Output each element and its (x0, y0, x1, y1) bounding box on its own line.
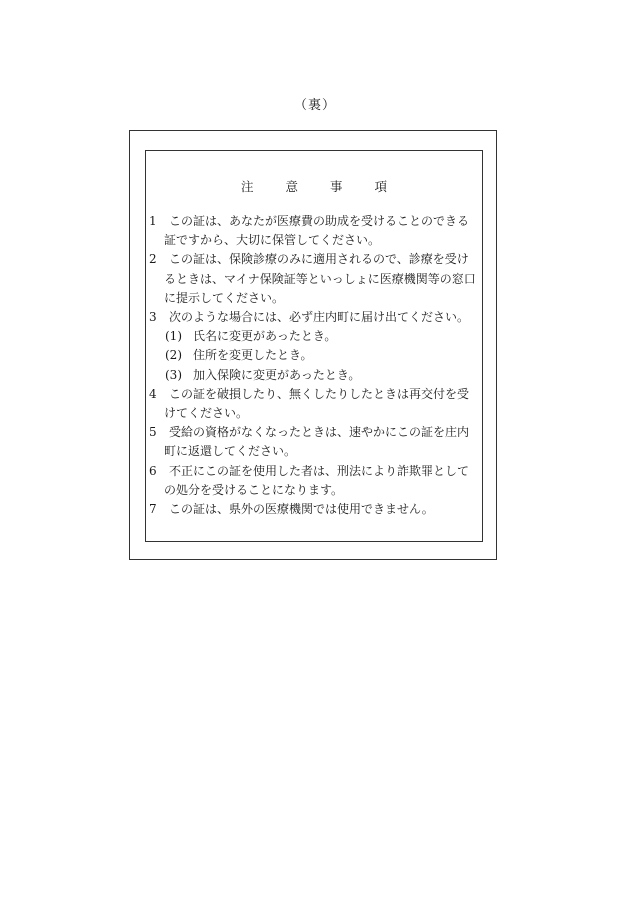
item-number: 1 (149, 214, 157, 228)
notice-item (149, 500, 479, 519)
item-number: 6 (149, 463, 157, 478)
item-text (164, 385, 479, 423)
item-text (164, 308, 479, 327)
notice-item (149, 212, 479, 250)
notice-item (149, 308, 479, 327)
item-number: 3 (149, 310, 157, 325)
notice-title (145, 177, 483, 195)
item-line: この証は、保険診療のみに適用されるので、診療を受け (169, 252, 469, 267)
item-line: の処分を受けることになります。 (164, 482, 344, 497)
title-char: 項 (374, 179, 387, 194)
item-text (164, 250, 479, 308)
notice-item (149, 462, 479, 500)
item-line: この証を破損したり、無くしたりしたときは再交付を受 (169, 386, 470, 401)
item-text (164, 423, 479, 461)
notice-item (149, 250, 479, 308)
item-number: 5 (149, 425, 157, 440)
sub-item-number: (2) (165, 348, 182, 363)
page-side-label: （裏） (293, 98, 336, 113)
sub-item-text: 住所を変更したとき。 (193, 348, 313, 363)
item-line: 受給の資格がなくなったときは、速やかにこの証を庄内 (169, 425, 470, 440)
notice-item (149, 423, 479, 461)
title-char: 注 (240, 179, 254, 194)
item-text (164, 462, 479, 500)
item-line: 町に返還してください。 (164, 444, 297, 459)
item-line: 次のような場合には、必ず庄内町に届け出てください。 (169, 310, 470, 325)
item-line: 不正にこの証を使用した者は、刑法により詐欺罪として (169, 463, 470, 478)
item-line: 証ですから、大切に保管してください。 (164, 233, 381, 248)
sub-item-text: 氏名に変更があったとき。 (193, 329, 337, 344)
sub-item-number: (1) (165, 329, 182, 344)
notice-item (149, 385, 479, 423)
item-number: 7 (149, 502, 157, 517)
item-line: この証は、県外の医療機関では使用できません。 (169, 502, 434, 517)
title-char: 事 (329, 179, 343, 194)
item-line: に提示してください。 (164, 290, 285, 305)
sub-item-text: 加入保険に変更があったとき。 (193, 367, 361, 382)
item-number: 4 (149, 386, 157, 401)
sub-item-number: (3) (165, 367, 182, 382)
title-char: 意 (285, 179, 298, 194)
item-line: この証は、あなたが医療費の助成を受けることのできる (169, 214, 470, 228)
item-line: けてください。 (164, 406, 249, 421)
item-text (164, 212, 479, 250)
item-line: るときは、マイナ保険証等といっしょに医療機関等の窓口 (164, 271, 476, 286)
notice-list (149, 212, 479, 519)
item-number: 2 (149, 252, 157, 267)
sub-item (149, 366, 479, 385)
sub-item (149, 346, 479, 365)
item-text (164, 500, 479, 519)
sub-item (149, 327, 479, 346)
